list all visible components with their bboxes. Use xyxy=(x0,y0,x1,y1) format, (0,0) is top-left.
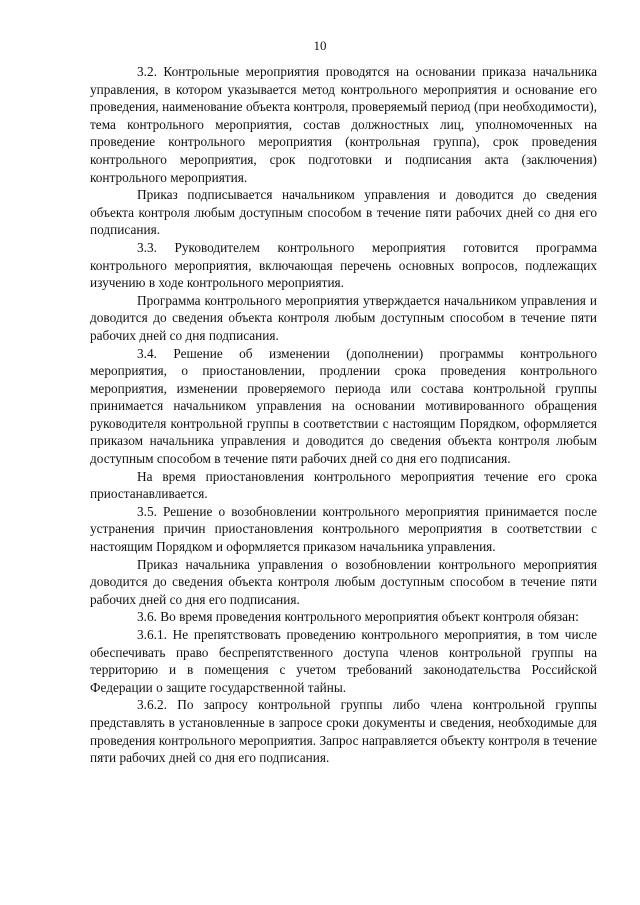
page-number: 10 xyxy=(313,38,327,53)
paragraph-3-4: 3.4. Решение об изменении (дополнении) программы контрольного мероприятия, о приостановлении, продлении срока проведения контрольного мероприятия, изменении проверяемого периода или состава контрольной группы принимается начальником управления на основании мотивированного обращения руководителя контрольной группы в соответствии с настоящим Порядком, оформляется приказом начальника управления и доводится до сведения объекта контроля любым доступным способом в течение пяти рабочих дней со дня его подписания. xyxy=(90,345,597,467)
paragraph-3-6-1: 3.6.1. Не препятствовать проведению контрольного мероприятия, в том числе обеспечивать право беспрепятственного доступа членов контрольной группы на территорию и в помещения с учетом требований законодательства Российской Федерации о защите государственной тайны. xyxy=(90,627,597,695)
document-body xyxy=(90,63,597,767)
paragraph-3-6-2: 3.6.2. По запросу контрольной группы либо члена контрольной группы представлять в установленные в запросе сроки документы и сведения, необходимые для проведения контрольного мероприятия. Запрос направляется объекту контроля в течение пяти рабочих дней со дня его подписания. xyxy=(90,697,597,766)
paragraph-3-3: 3.3. Руководителем контрольного мероприятия готовится программа контрольного мероприятия, включающая перечень основных вопросов, подлежащих изучению в ходе контрольного мероприятия. xyxy=(90,239,597,291)
paragraph-3-5: 3.5. Решение о возобновлении контрольного мероприятия принимается после устранения причин приостановления контрольного мероприятия в соответствии с настоящим Порядком и оформляется приказом начальника управления. xyxy=(90,503,597,555)
paragraph-order-signing: Приказ подписывается начальником управления и доводится до сведения объекта контроля любым доступным способом в течение пяти рабочих дней со дня его подписания. xyxy=(90,187,597,238)
paragraph-suspension-term: На время приостановления контрольного мероприятия течение его срока приостанавливается. xyxy=(90,468,597,502)
paragraph-3-2: 3.2. Контрольные мероприятия проводятся на основании приказа начальника управления, в котором указывается метод контрольного мероприятия и основание его проведения, наименование объекта контроля, проверяемый период (при необходимости), тема контрольного мероприятия, состав должностных лиц, уполномоченных на проведение контрольного мероприятия (контрольная группа), срок проведения контрольного мероприятия, срок подготовки и подписания акта (заключения) контрольного мероприятия. xyxy=(90,64,597,185)
paragraph-program-approval: Программа контрольного мероприятия утверждается начальником управления и доводится до сведения объекта контроля любым доступным способом в течение пяти рабочих дней со дня подписания. xyxy=(90,292,597,343)
paragraph-3-6: 3.6. Во время проведения контрольного мероприятия объект контроля обязан: xyxy=(137,609,579,625)
paragraph-resumption-order: Приказ начальника управления о возобновлении контрольного мероприятия доводится до сведения объекта контроля любым доступным способом в течение пяти рабочих дней со дня его подписания. xyxy=(90,556,597,607)
